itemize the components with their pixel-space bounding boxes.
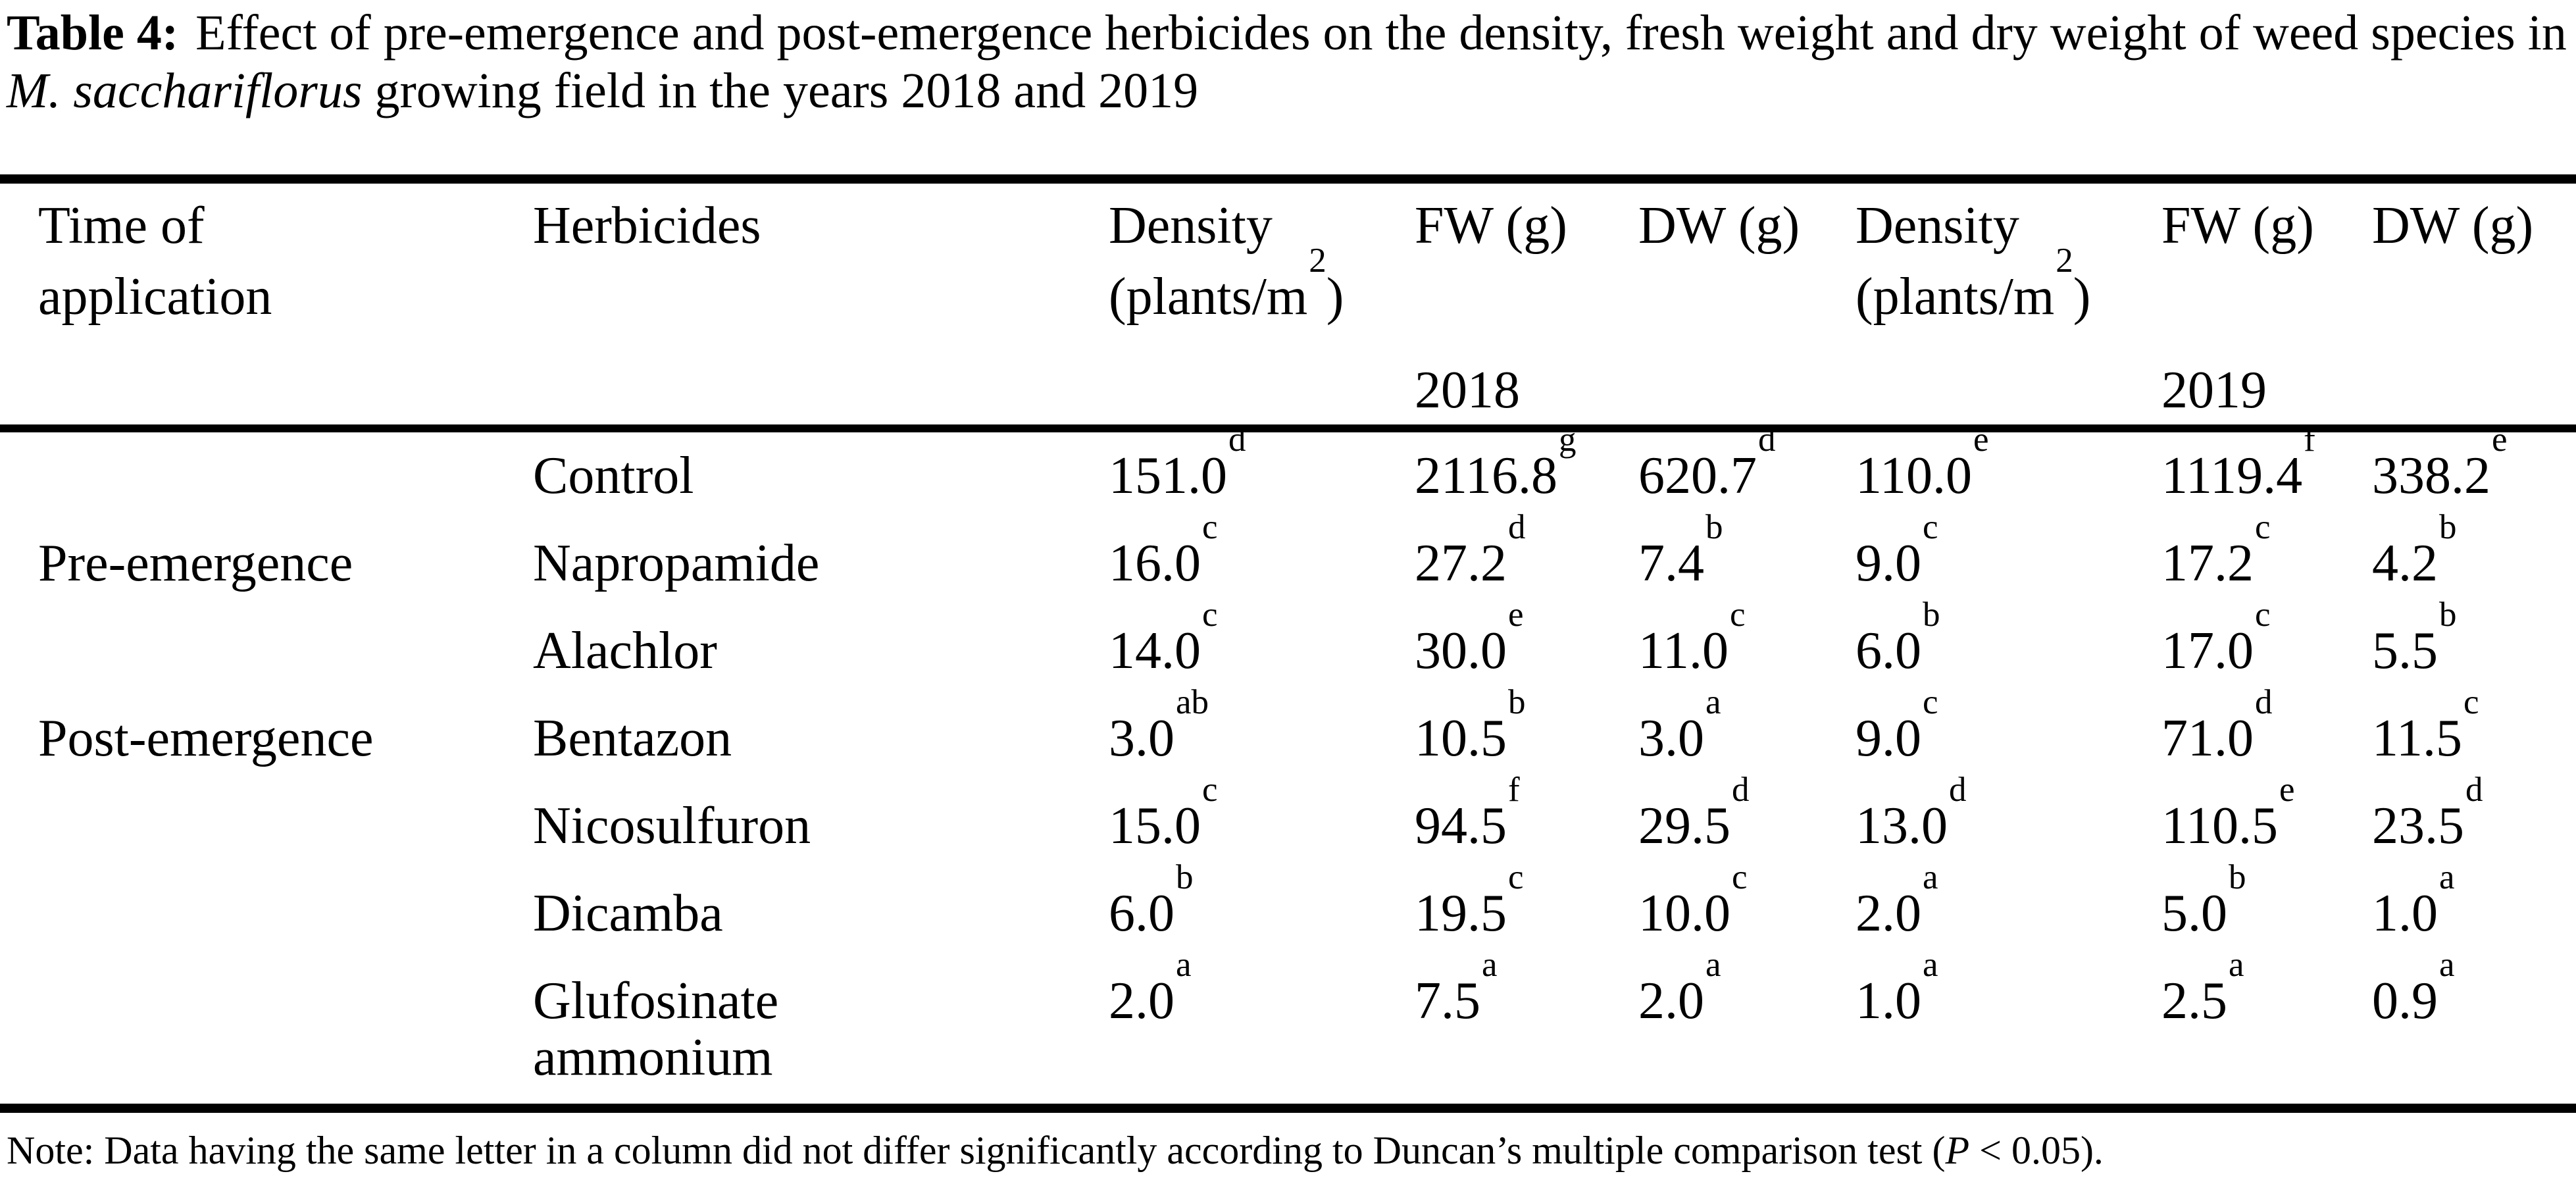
significance-letter: a	[1176, 946, 1192, 985]
cell-value: 2.5	[2161, 972, 2227, 1030]
cell-herbicide	[533, 870, 1109, 958]
significance-letter: a	[2439, 858, 2455, 897]
table-year-row	[0, 323, 2576, 428]
significance-letter: c	[2255, 596, 2271, 634]
significance-letter: a	[1705, 946, 1721, 985]
significance-letter: c	[1202, 596, 1218, 634]
cell-fw-2019	[2161, 771, 2372, 870]
herbicide-name: Napropamide	[533, 534, 820, 592]
header-density-units	[1109, 242, 1415, 326]
cell-value: 0.9	[2372, 972, 2438, 1030]
significance-letter: b	[1923, 596, 1940, 634]
cell-value: 30.0	[1415, 622, 1507, 680]
header-dw-2018	[1638, 179, 1856, 323]
cell-density-2018	[1109, 596, 1415, 695]
significance-letter: b	[1176, 858, 1194, 897]
significance-letter: b	[2439, 596, 2457, 634]
cell-value: 16.0	[1109, 534, 1201, 592]
cell-fw-2018	[1415, 596, 1638, 695]
cell-density-2019	[1856, 421, 2161, 520]
cell-dw-2018	[1638, 421, 1856, 520]
significance-letter: a	[1705, 683, 1721, 722]
header-year-2018: 2018	[1415, 323, 1638, 428]
note-text: Note: Data having the same letter in a column did not differ significantly according to Duncan’s multiple comparison test (	[7, 1129, 1946, 1172]
significance-letter: g	[1559, 421, 1577, 459]
table-caption	[0, 0, 2576, 120]
herbicide-name: Control	[533, 447, 694, 505]
cell-dw-2019	[2372, 596, 2576, 695]
cell-fw-2019	[2161, 421, 2372, 520]
cell-value: 7.4	[1638, 534, 1704, 592]
header-year-2019: 2019	[2161, 323, 2372, 428]
herbicide-name-line2: ammonium	[533, 1029, 773, 1087]
cell-dw-2019	[2372, 858, 2576, 958]
significance-letter: c	[1730, 596, 1746, 634]
cell-density-2019	[1856, 946, 2161, 1108]
significance-letter: e	[2279, 771, 2295, 809]
cell-value: 27.2	[1415, 534, 1507, 592]
significance-letter: b	[2229, 858, 2246, 897]
significance-letter: c	[1923, 508, 1938, 547]
header-density-label: Density	[1856, 197, 2019, 255]
herbicide-name: Alachlor	[533, 622, 717, 680]
cell-value: 110.0	[1856, 447, 1973, 505]
significance-letter: d	[1508, 508, 1526, 547]
header-density-label: Density	[1109, 197, 1273, 255]
cell-fw-2018	[1415, 771, 1638, 870]
cell-time-of-application	[0, 428, 533, 520]
herbicide-name: Bentazon	[533, 709, 732, 767]
significance-letter: d	[1758, 421, 1776, 459]
significance-letter: f	[1508, 771, 1520, 809]
cell-fw-2019	[2161, 683, 2372, 782]
cell-value: 4.2	[2372, 534, 2438, 592]
year-spacer	[1638, 323, 1856, 428]
cell-value: 7.5	[1415, 972, 1480, 1030]
significance-letter: e	[1508, 596, 1524, 634]
header-density-2018	[1109, 179, 1415, 326]
header-fw-label: FW (g)	[2161, 197, 2314, 255]
significance-letter: d	[2465, 771, 2483, 809]
table-caption-label: Table 4:	[7, 5, 179, 61]
significance-letter: b	[1705, 508, 1723, 547]
cell-herbicide	[533, 520, 1109, 607]
cell-value: 17.2	[2161, 534, 2254, 592]
year-spacer	[533, 323, 1109, 428]
cell-dw-2019	[2372, 946, 2576, 1108]
table-header-row	[0, 179, 2576, 323]
cell-dw-2019	[2372, 683, 2576, 782]
cell-value: 94.5	[1415, 797, 1507, 855]
table-row-dicamba	[0, 870, 2576, 958]
significance-letter: d	[1949, 771, 1967, 809]
year-spacer	[0, 323, 533, 428]
cell-value: 10.5	[1415, 709, 1507, 767]
cell-value: 1.0	[1856, 972, 1921, 1030]
cell-fw-2018	[1415, 858, 1638, 958]
cell-value: 151.0	[1109, 447, 1227, 505]
cell-value: 5.5	[2372, 622, 2438, 680]
significance-letter: e	[1973, 421, 1989, 459]
significance-letter: d	[1228, 421, 1246, 459]
cell-value: 6.0	[1856, 622, 1921, 680]
cell-dw-2018	[1638, 596, 1856, 695]
cell-value: 2.0	[1638, 972, 1704, 1030]
density-units-exponent: 2	[1309, 242, 1326, 280]
cell-density-2019	[1856, 771, 2161, 870]
cell-value: 19.5	[1415, 884, 1507, 942]
header-herbicides-label: Herbicides	[533, 197, 761, 255]
year-spacer	[1856, 323, 2161, 428]
header-time-line1: Time of	[38, 197, 205, 255]
table-row-alachlor	[0, 607, 2576, 695]
cell-value: 2116.8	[1415, 447, 1558, 505]
cell-value: 9.0	[1856, 534, 1921, 592]
cell-fw-2018	[1415, 508, 1638, 607]
table-row-glufosinate-ammonium	[0, 958, 2576, 1108]
cell-dw-2019	[2372, 771, 2576, 870]
cell-density-2018	[1109, 683, 1415, 782]
cell-value: 1.0	[2372, 884, 2438, 942]
cell-dw-2018	[1638, 946, 1856, 1108]
cell-fw-2019	[2161, 508, 2372, 607]
species-name-italic: M. sacchariflorus	[7, 63, 363, 118]
significance-letter: c	[1508, 858, 1524, 897]
significance-letter: c	[2463, 683, 2479, 722]
cell-density-2018	[1109, 771, 1415, 870]
cell-value: 17.0	[2161, 622, 2254, 680]
cell-value: 71.0	[2161, 709, 2254, 767]
significance-letter: b	[2439, 508, 2457, 547]
cell-value: 3.0	[1638, 709, 1704, 767]
density-units-open: (plants/m	[1856, 268, 2055, 326]
cell-value: 2.0	[1109, 972, 1174, 1030]
cell-herbicide	[533, 428, 1109, 520]
cell-dw-2019	[2372, 421, 2576, 520]
significance-letter: d	[1732, 771, 1750, 809]
header-dw-label: DW (g)	[1638, 197, 1800, 255]
cell-fw-2018	[1415, 946, 1638, 1108]
significance-letter: a	[1923, 858, 1938, 897]
cell-herbicide	[533, 958, 1109, 1108]
cell-value: 14.0	[1109, 622, 1201, 680]
cell-dw-2018	[1638, 771, 1856, 870]
herbicide-name: Dicamba	[533, 884, 723, 942]
cell-value: 29.5	[1638, 797, 1730, 855]
density-units-exponent: 2	[2056, 242, 2073, 280]
cell-time-of-application: Pre-emergence	[38, 534, 353, 592]
cell-herbicide	[533, 695, 1109, 782]
significance-letter: ab	[1176, 683, 1209, 722]
table-caption-tail: growing field in the years 2018 and 2019	[362, 63, 1199, 118]
header-dw-label: DW (g)	[2372, 197, 2534, 255]
year-spacer	[2372, 323, 2576, 428]
herbicide-effects-table	[0, 174, 2576, 1113]
cell-value: 15.0	[1109, 797, 1201, 855]
significance-letter: a	[2439, 946, 2455, 985]
cell-value: 13.0	[1856, 797, 1948, 855]
cell-density-2018	[1109, 508, 1415, 607]
significance-letter: a	[2229, 946, 2244, 985]
cell-value: 338.2	[2372, 447, 2490, 505]
header-herbicides	[533, 179, 1109, 323]
significance-letter: e	[2492, 421, 2508, 459]
header-time-line2: application	[38, 268, 272, 326]
cell-density-2019	[1856, 683, 2161, 782]
cell-dw-2018	[1638, 858, 1856, 958]
significance-letter: b	[1508, 683, 1526, 722]
cell-herbicide	[533, 782, 1109, 870]
density-units-open: (plants/m	[1109, 268, 1308, 326]
header-density-2019	[1856, 179, 2161, 326]
significance-letter: a	[1482, 946, 1498, 985]
cell-value: 110.5	[2161, 797, 2279, 855]
cell-fw-2019	[2161, 858, 2372, 958]
cell-value: 11.0	[1638, 622, 1729, 680]
cell-time-of-application: Post-emergence	[38, 709, 374, 767]
significance-letter: c	[1732, 858, 1748, 897]
cell-herbicide	[533, 607, 1109, 695]
cell-time-of-application	[0, 958, 533, 1108]
cell-density-2018	[1109, 946, 1415, 1108]
cell-value: 10.0	[1638, 884, 1730, 942]
cell-density-2019	[1856, 858, 2161, 958]
cell-fw-2019	[2161, 596, 2372, 695]
cell-fw-2019	[2161, 946, 2372, 1108]
cell-value: 620.7	[1638, 447, 1757, 505]
header-fw-label: FW (g)	[1415, 197, 1567, 255]
table-row-bentazon	[0, 695, 2576, 782]
cell-density-2019	[1856, 508, 2161, 607]
cell-dw-2018	[1638, 683, 1856, 782]
table-row-nicosulfuron	[0, 782, 2576, 870]
cell-fw-2018	[1415, 421, 1638, 520]
density-units-close: )	[2073, 268, 2091, 326]
significance-letter: f	[2304, 421, 2315, 459]
table-row-napropamide	[0, 520, 2576, 607]
table-caption-text: Effect of pre-emergence and post-emergence herbicides on the density, fresh weight and dry weight of weed species in	[195, 5, 2567, 61]
cell-density-2018	[1109, 421, 1415, 520]
cell-value: 1119.4	[2161, 447, 2303, 505]
herbicide-name: Nicosulfuron	[533, 797, 811, 855]
header-time-of-application	[0, 179, 533, 326]
cell-dw-2018	[1638, 508, 1856, 607]
cell-value: 6.0	[1109, 884, 1174, 942]
significance-letter: c	[2255, 508, 2271, 547]
note-text-tail: < 0.05).	[1969, 1129, 2104, 1172]
cell-value: 9.0	[1856, 709, 1921, 767]
header-fw-2019	[2161, 179, 2372, 323]
significance-letter: c	[1202, 508, 1218, 547]
cell-value: 11.5	[2372, 709, 2463, 767]
cell-time-of-application	[0, 607, 533, 695]
significance-letter: c	[1202, 771, 1218, 809]
cell-dw-2019	[2372, 508, 2576, 607]
header-dw-2019	[2372, 179, 2576, 323]
significance-letter: d	[2255, 683, 2273, 722]
density-units-close: )	[1326, 268, 1344, 326]
cell-density-2018	[1109, 858, 1415, 958]
cell-value: 3.0	[1109, 709, 1174, 767]
cell-value: 2.0	[1856, 884, 1921, 942]
header-fw-2018	[1415, 179, 1638, 323]
p-value-symbol: P	[1945, 1129, 1970, 1172]
herbicide-name: Glufosinate	[533, 972, 779, 1030]
cell-time-of-application	[0, 782, 533, 870]
significance-letter: c	[1923, 683, 1938, 722]
significance-letter: a	[1923, 946, 1938, 985]
cell-value: 23.5	[2372, 797, 2464, 855]
cell-density-2019	[1856, 596, 2161, 695]
table-row-control	[0, 428, 2576, 520]
year-spacer	[1109, 323, 1415, 428]
cell-fw-2018	[1415, 683, 1638, 782]
table-note	[0, 1129, 2576, 1172]
cell-value: 5.0	[2161, 884, 2227, 942]
cell-time-of-application	[0, 870, 533, 958]
header-density-units	[1856, 242, 2161, 326]
